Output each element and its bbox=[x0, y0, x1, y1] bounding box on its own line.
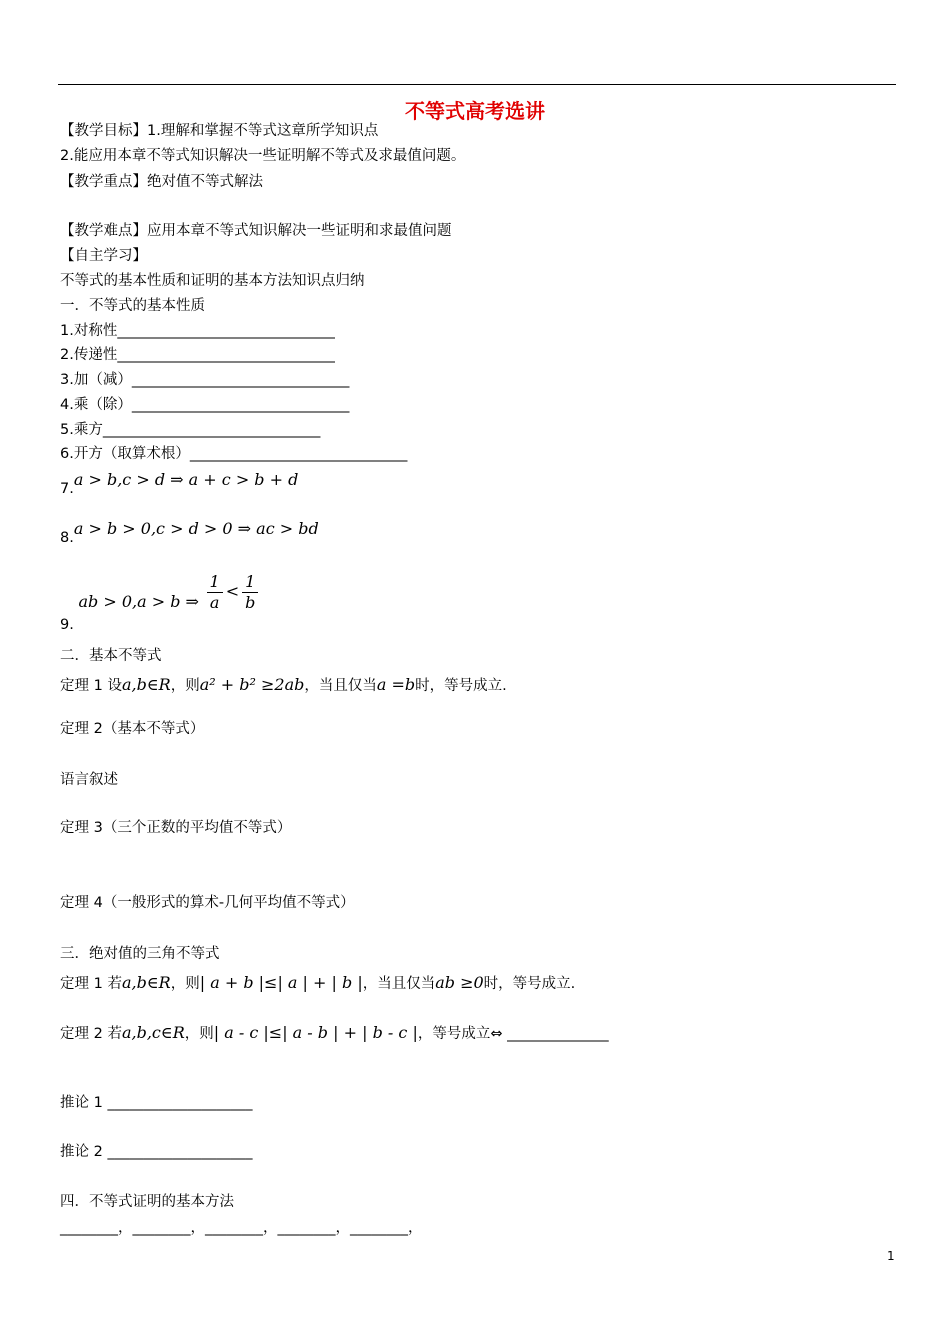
property-8-formula: a > b > 0,c > d > 0 ⇒ ac > bd bbox=[73, 519, 319, 538]
theorem-2-absolute: 定理 2 若a,b,c∈R，则| a - c |≤| a - b | + | b - c |，等号成立⇔ ______________ bbox=[60, 1023, 609, 1042]
header-rule bbox=[58, 84, 896, 85]
property-7-formula: a > b,c > d ⇒ a + c > b + d bbox=[73, 470, 299, 489]
document-title: 不等式高考选讲 bbox=[405, 99, 545, 123]
difficulty-line: 【教学难点】应用本章不等式知识解决一些证明和求最值问题 bbox=[60, 223, 452, 239]
property-2: 2.传递性______________________________ bbox=[60, 347, 335, 363]
property-7-number: 7. bbox=[60, 481, 74, 497]
property-7 bbox=[60, 470, 299, 497]
property-9-number: 9. bbox=[60, 616, 74, 633]
section-4-heading: 四．不等式证明的基本方法 bbox=[60, 1194, 234, 1210]
corollary-2: 推论 2 ____________________ bbox=[60, 1144, 253, 1160]
proof-methods-blanks: ________，________，________，________，________， bbox=[60, 1220, 423, 1236]
theorem-1-absolute: 定理 1 若a,b∈R，则| a + b |≤| a | + | b |，当且仅当ab ≥0时，等号成立. bbox=[60, 973, 576, 992]
section-3-heading: 三．绝对值的三角不等式 bbox=[60, 946, 220, 962]
self-study-heading: 【自主学习】 bbox=[60, 248, 147, 264]
section-2-heading: 二．基本不等式 bbox=[60, 648, 162, 664]
property-9: 9. ab > 0,a > b ⇒ $\frac{1}{a}$ < $\frac{1}{b}$ bbox=[60, 572, 261, 613]
theorem-1-basic: 定理 1 设a,b∈R，则a² + b² ≥2ab，当且仅当a =b时，等号成立. bbox=[60, 675, 507, 694]
fraction-1-over-b: $\frac{1}{b}$ bbox=[242, 572, 258, 613]
property-5: 5.乘方______________________________ bbox=[60, 422, 321, 438]
objective-line: 【教学目标】1.理解和掌握不等式这章所学知识点 bbox=[60, 123, 379, 139]
theorem-3-basic: 定理 3（三个正数的平均值不等式） bbox=[60, 820, 292, 836]
property-6: 6.开方（取算术根）______________________________ bbox=[60, 446, 408, 462]
objective-line-2: 2.能应用本章不等式知识解决一些证明解不等式及求最值问题。 bbox=[60, 148, 466, 164]
property-1: 1.对称性______________________________ bbox=[60, 323, 335, 339]
theorem-4-basic: 定理 4（一般形式的算术-几何平均值不等式） bbox=[60, 895, 355, 911]
key-point-line: 【教学重点】绝对值不等式解法 bbox=[60, 174, 263, 190]
property-4: 4.乘（除）______________________________ bbox=[60, 397, 350, 413]
page-number: 1 bbox=[887, 1249, 895, 1263]
property-8-number: 8. bbox=[60, 530, 74, 546]
theorem-2-basic: 定理 2（基本不等式） bbox=[60, 721, 205, 737]
section-1-heading: 一．不等式的基本性质 bbox=[60, 298, 205, 314]
corollary-1: 推论 1 ____________________ bbox=[60, 1095, 253, 1111]
language-description: 语言叙述 bbox=[60, 772, 118, 788]
summary-line: 不等式的基本性质和证明的基本方法知识点归纳 bbox=[60, 273, 365, 289]
property-9-formula: ab > 0,a > b ⇒ bbox=[78, 591, 199, 611]
property-8 bbox=[60, 519, 319, 546]
fraction-1-over-a: $\frac{1}{a}$ bbox=[207, 572, 223, 613]
property-3: 3.加（减）______________________________ bbox=[60, 372, 350, 388]
